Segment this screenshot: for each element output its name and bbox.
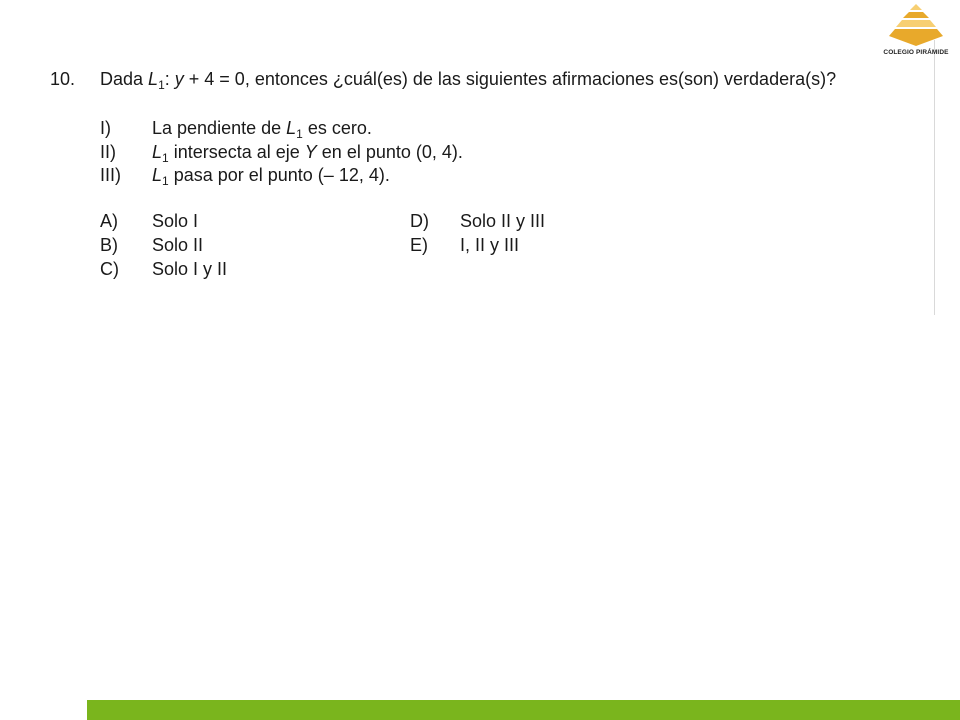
- statement-1-sub: 1: [296, 127, 303, 141]
- footer-accent-bar: [87, 700, 960, 720]
- statement-3-sub: 1: [162, 174, 169, 188]
- statement-text-3: [152, 164, 390, 188]
- statement-1-text-b: es cero.: [302, 118, 372, 138]
- statement-1-text-a: La pendiente de: [152, 118, 287, 138]
- option-text-a: Solo I: [152, 211, 199, 231]
- stem-prefix: Dada: [100, 69, 149, 89]
- stem-line-var: L: [148, 69, 159, 89]
- option-text-d: Solo II y III: [460, 211, 546, 231]
- stem-eq-prefix: :: [164, 69, 175, 89]
- statement-1-var: L: [286, 118, 297, 138]
- school-logo: [872, 2, 960, 62]
- option-label-c: C): [100, 259, 119, 279]
- option-label-e: E): [410, 235, 428, 255]
- statement-2-text-b: en el punto (0, 4).: [316, 142, 463, 162]
- statement-label-2: II): [100, 142, 116, 162]
- option-label-a: A): [100, 211, 118, 231]
- logo-text: COLEGIO PIRÁMIDE: [883, 49, 949, 56]
- right-divider: [934, 40, 935, 315]
- statement-2-text-a: intersecta al eje: [168, 142, 305, 162]
- statement-text-1: [152, 117, 372, 141]
- stem-eq-rest: + 4 = 0, entonces ¿cuál(es) de las siguientes afirmaciones es(son) verdadera(s)?: [183, 69, 837, 89]
- option-text-b: Solo II: [152, 235, 204, 255]
- statement-label-3: III): [100, 165, 121, 185]
- statement-label-1: I): [100, 118, 111, 138]
- stem-eq-var: y: [174, 69, 184, 89]
- option-text-e: I, II y III: [460, 235, 520, 255]
- option-label-d: D): [410, 211, 429, 231]
- statement-3-var: L: [152, 165, 163, 185]
- statement-3-text-a: pasa por el punto (– 12, 4).: [168, 165, 390, 185]
- option-label-b: B): [100, 235, 118, 255]
- statement-text-2: [152, 141, 463, 165]
- pyramid-icon: [885, 2, 947, 48]
- stem-line-sub: 1: [158, 78, 165, 92]
- statement-2-sub: 1: [162, 151, 169, 165]
- option-text-c: Solo I y II: [152, 259, 228, 279]
- question-stem: [100, 68, 836, 92]
- statement-2-var: L: [152, 142, 163, 162]
- statement-2-axis: Y: [304, 142, 317, 162]
- question-number: 10.: [50, 69, 76, 89]
